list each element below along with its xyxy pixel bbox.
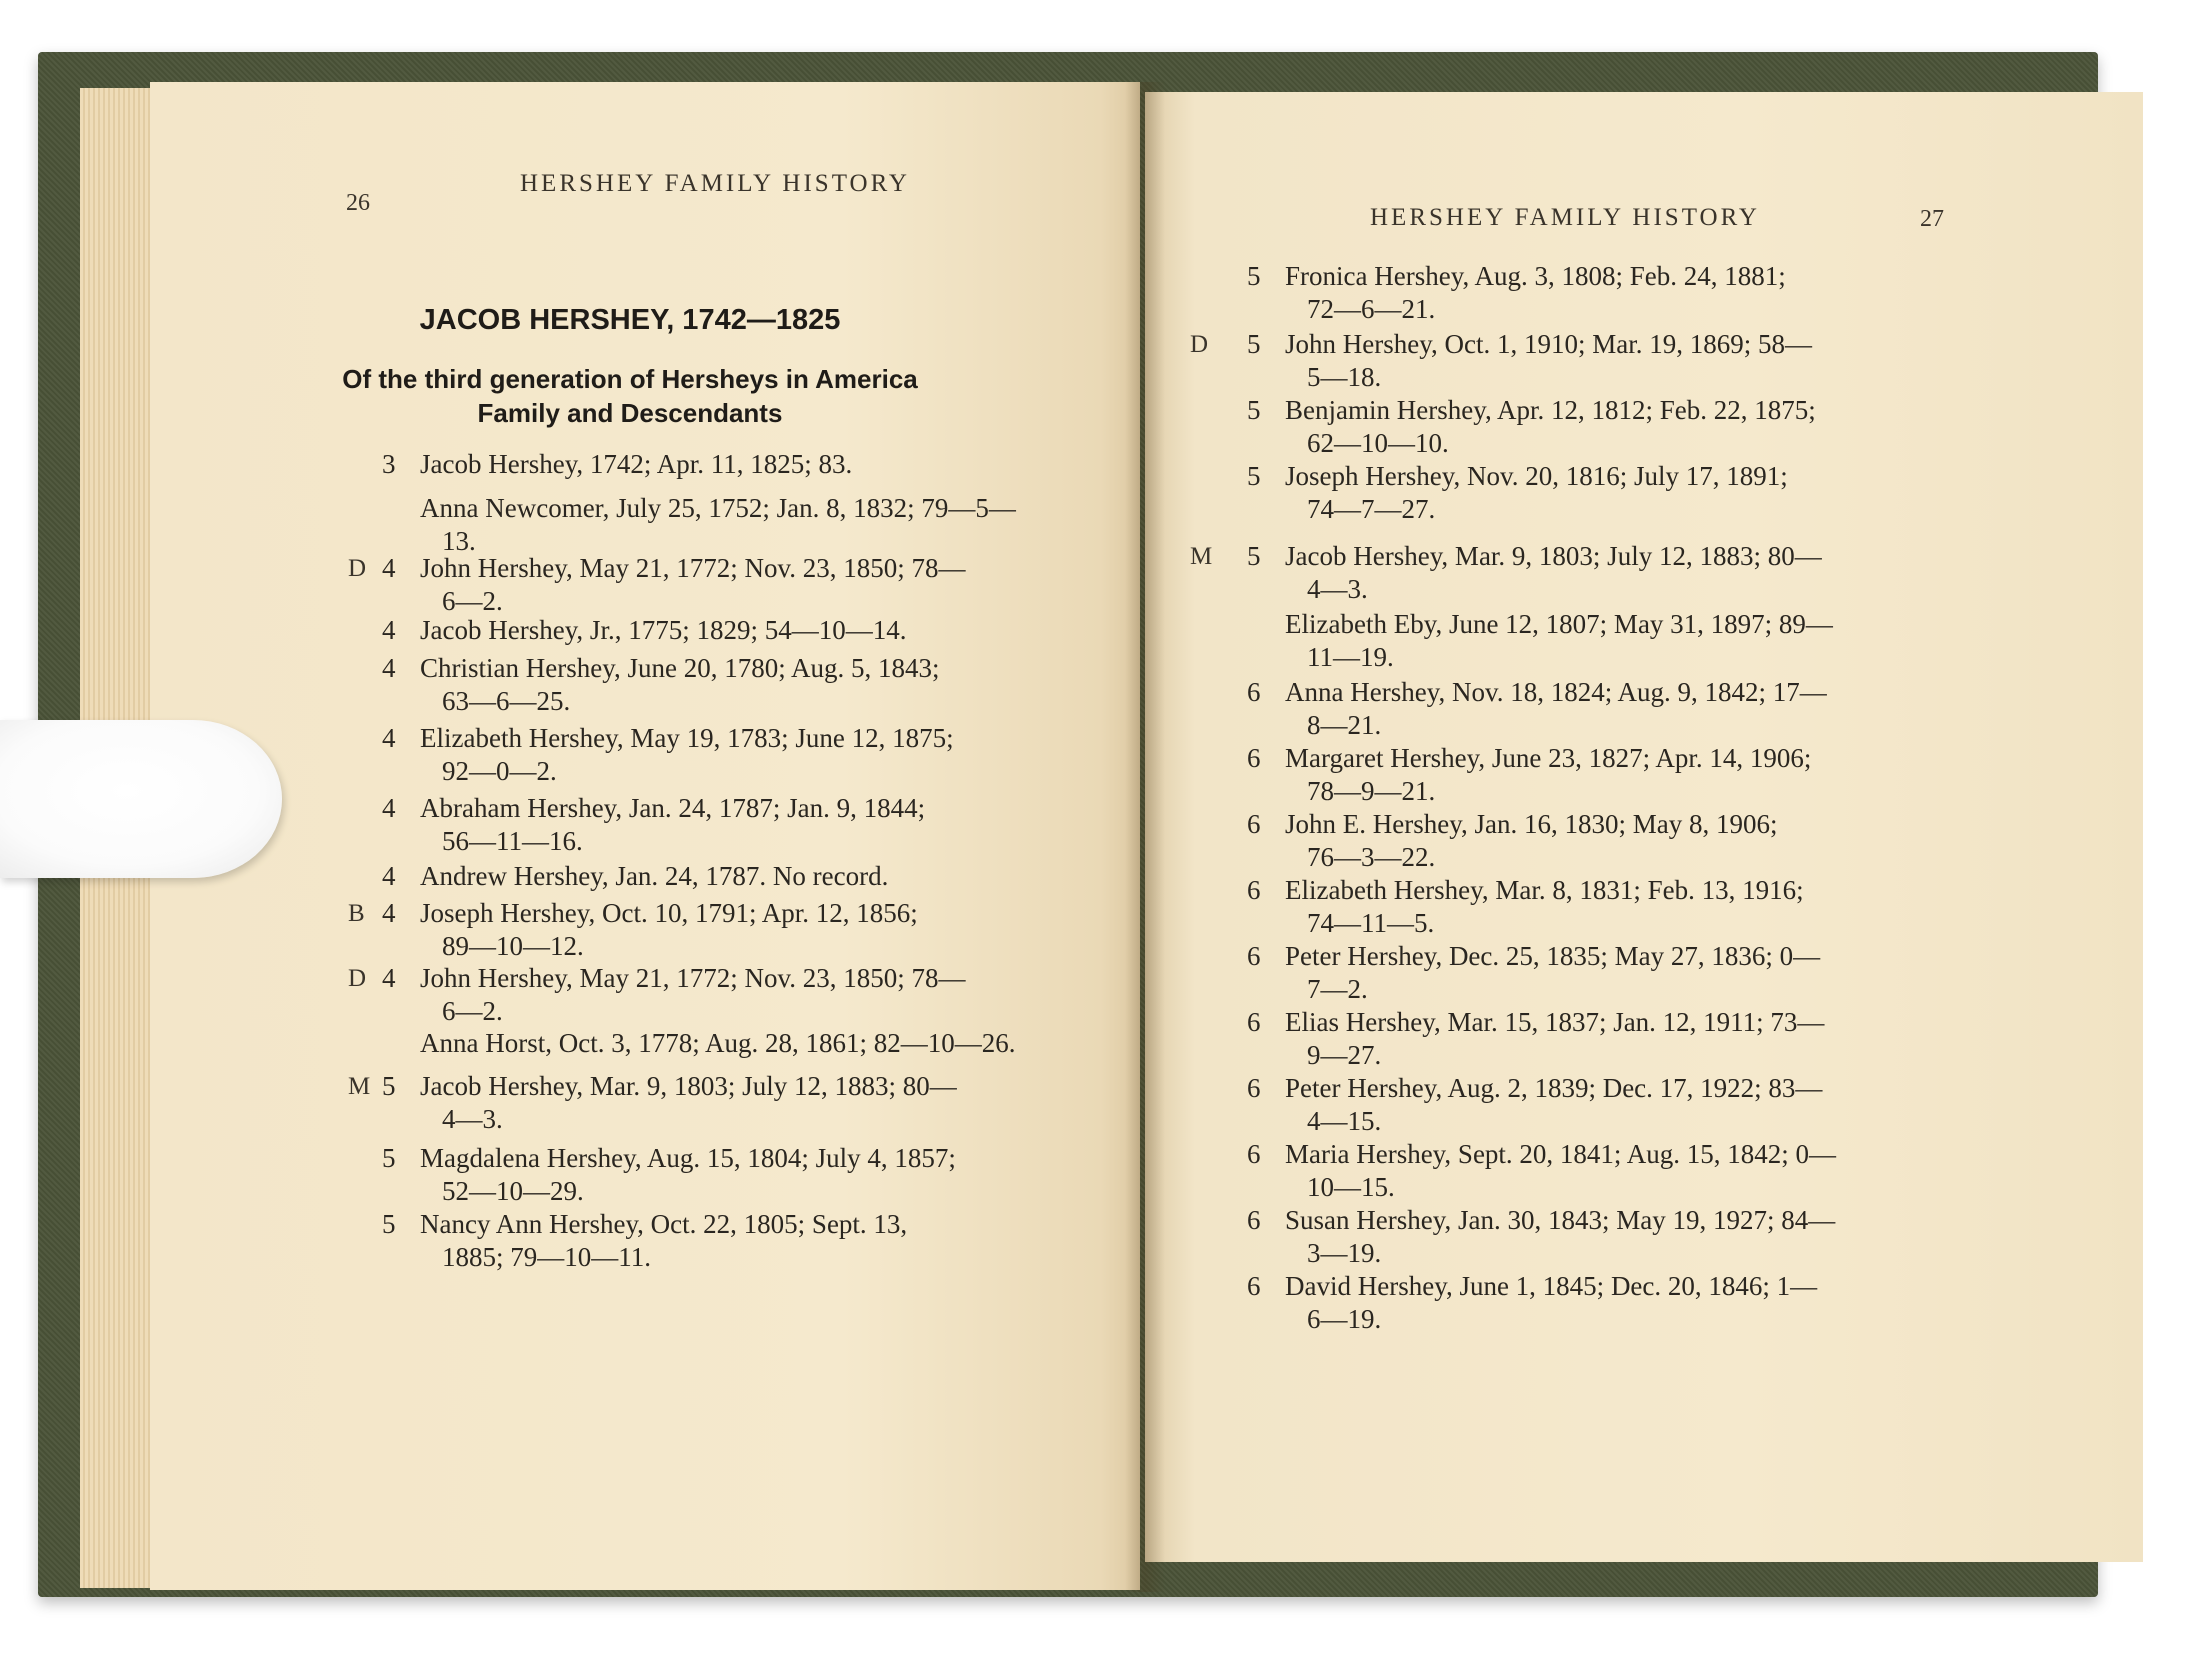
genealogy-entry [1247,742,2077,808]
left-page [150,82,1140,1590]
entry-text: Jacob Hershey, 1742; Apr. 11, 1825; 83. [420,449,853,479]
entry-marker: D [348,965,367,992]
generation-number: 5 [1247,395,1261,425]
genealogy-entry [382,722,1042,788]
entry-marker: B [348,900,365,927]
entry-text: Elizabeth Hershey, May 19, 1783; June 12, 1875; [420,723,954,753]
genealogy-entry [1247,260,2077,326]
bookmark-tab [0,720,282,878]
genealogy-entry [1247,328,2077,394]
entry-continuation: 89—10—12. [442,931,584,961]
genealogy-entry [1247,874,2077,940]
genealogy-entry [382,1208,1042,1274]
generation-number: 6 [1247,809,1261,839]
entry-text: Joseph Hershey, Nov. 20, 1816; July 17, 1891; [1285,461,1788,491]
entry-continuation: 1885; 79—10—11. [442,1242,651,1272]
entry-text: John Hershey, May 21, 1772; Nov. 23, 1850; 78— [420,963,966,993]
genealogy-entry [1247,676,2077,742]
entry-text: Elizabeth Eby, June 12, 1807; May 31, 1897; 89— [1285,609,1833,639]
generation-number: 6 [1247,1073,1261,1103]
entry-text: Elias Hershey, Mar. 15, 1837; Jan. 12, 1911; 73— [1285,1007,1825,1037]
entry-marker: D [1190,331,1209,358]
genealogy-entry [1247,540,2077,606]
genealogy-entry [1247,940,2077,1006]
right-page [1145,92,2143,1562]
genealogy-entry [382,1142,1042,1208]
generation-number: 6 [1247,1007,1261,1037]
entry-text: Joseph Hershey, Oct. 10, 1791; Apr. 12, 1856; [420,898,918,928]
entry-continuation: 4—3. [1307,574,1368,604]
entry-continuation: 6—19. [1307,1304,1382,1334]
generation-number: 3 [382,449,396,479]
genealogy-entry [1247,460,2077,526]
entry-continuation: 72—6—21. [1307,294,1436,324]
entry-text: Anna Newcomer, July 25, 1752; Jan. 8, 1832; 79—5— [420,493,1016,523]
entry-text: Christian Hershey, June 20, 1780; Aug. 5, 1843; [420,653,940,683]
genealogy-entry [382,652,1042,718]
generation-number: 4 [382,898,396,928]
generation-number: 6 [1247,941,1261,971]
genealogy-entry [1247,1138,2077,1204]
genealogy-entry [1247,1204,2077,1270]
generation-number: 4 [382,793,396,823]
entry-text: Magdalena Hershey, Aug. 15, 1804; July 4, 1857; [420,1143,956,1173]
entry-text: John Hershey, May 21, 1772; Nov. 23, 1850; 78— [420,553,966,583]
entry-continuation: 92—0—2. [442,756,557,786]
chapter-subtitle-line2: Family and Descendants [477,398,783,428]
entry-text: Elizabeth Hershey, Mar. 8, 1831; Feb. 13, 1916; [1285,875,1804,905]
generation-number: 6 [1247,1271,1261,1301]
entry-text: Jacob Hershey, Mar. 9, 1803; July 12, 1883; 80— [420,1071,957,1101]
entry-text: Jacob Hershey, Jr., 1775; 1829; 54—10—14. [420,615,907,645]
entry-continuation: 63—6—25. [442,686,571,716]
running-head: HERSHEY FAMILY HISTORY [1370,204,1760,231]
entry-continuation: 74—11—5. [1307,908,1435,938]
entry-text: Anna Hershey, Nov. 18, 1824; Aug. 9, 1842; 17— [1285,677,1827,707]
generation-number: 4 [382,653,396,683]
entry-marker: M [348,1073,371,1100]
genealogy-entry [382,962,1042,1028]
entry-continuation: 4—3. [442,1104,503,1134]
genealogy-entry [1247,394,2077,460]
genealogy-entry [1247,1006,2077,1072]
entry-text: Maria Hershey, Sept. 20, 1841; Aug. 15, 1842; 0— [1285,1139,1836,1169]
generation-number: 5 [382,1071,396,1101]
generation-number: 4 [382,861,396,891]
genealogy-entry [382,1027,1042,1060]
generation-number: 5 [1247,261,1261,291]
genealogy-entry [382,448,1042,481]
entry-marker: D [348,555,367,582]
page-number: 26 [346,190,370,216]
generation-number: 4 [382,963,396,993]
entry-text: Peter Hershey, Aug. 2, 1839; Dec. 17, 1922; 83— [1285,1073,1823,1103]
generation-number: 5 [1247,541,1261,571]
generation-number: 5 [1247,461,1261,491]
entry-marker: M [1190,543,1213,570]
genealogy-entry [382,792,1042,858]
generation-number: 6 [1247,875,1261,905]
generation-number: 6 [1247,1139,1261,1169]
generation-number: 4 [382,723,396,753]
entry-text: Abraham Hershey, Jan. 24, 1787; Jan. 9, 1844; [420,793,926,823]
entry-text: John E. Hershey, Jan. 16, 1830; May 8, 1906; [1285,809,1778,839]
entry-continuation: 56—11—16. [442,826,583,856]
spine-shadow [1125,82,1165,1592]
entry-continuation: 4—15. [1307,1106,1382,1136]
genealogy-entry [1247,808,2077,874]
entry-continuation: 8—21. [1307,710,1382,740]
entry-text: Benjamin Hershey, Apr. 12, 1812; Feb. 22, 1875; [1285,395,1816,425]
entry-continuation: 7—2. [1307,974,1368,1004]
generation-number: 4 [382,615,396,645]
generation-number: 6 [1247,677,1261,707]
genealogy-entry [1247,608,2077,674]
entry-text: Susan Hershey, Jan. 30, 1843; May 19, 1927; 84— [1285,1205,1836,1235]
entry-text: Andrew Hershey, Jan. 24, 1787. No record. [420,861,889,891]
entry-continuation: 62—10—10. [1307,428,1449,458]
entry-continuation: 3—19. [1307,1238,1382,1268]
entry-text: Margaret Hershey, June 23, 1827; Apr. 14, 1906; [1285,743,1812,773]
entry-continuation: 52—10—29. [442,1176,584,1206]
entry-text: Jacob Hershey, Mar. 9, 1803; July 12, 1883; 80— [1285,541,1822,571]
entry-text: Fronica Hershey, Aug. 3, 1808; Feb. 24, 1881; [1285,261,1786,291]
entry-continuation: 6—2. [442,996,503,1026]
entry-text: Nancy Ann Hershey, Oct. 22, 1805; Sept. 13, [420,1209,908,1239]
running-head: HERSHEY FAMILY HISTORY [520,170,910,197]
genealogy-entry [382,1070,1042,1136]
entry-continuation: 11—19. [1307,642,1394,672]
genealogy-entry [382,552,1042,618]
entry-continuation: 9—27. [1307,1040,1382,1070]
entry-continuation: 76—3—22. [1307,842,1436,872]
chapter-subtitle-line1: Of the third generation of Hersheys in America [342,364,918,394]
entry-continuation: 6—2. [442,586,503,616]
generation-number: 5 [382,1209,396,1239]
entry-text: John Hershey, Oct. 1, 1910; Mar. 19, 1869; 58— [1285,329,1812,359]
genealogy-entry [1247,1072,2077,1138]
entry-continuation: 78—9—21. [1307,776,1436,806]
generation-number: 6 [1247,743,1261,773]
generation-number: 5 [382,1143,396,1173]
generation-number: 6 [1247,1205,1261,1235]
entry-continuation: 10—15. [1307,1172,1395,1202]
entry-text: Anna Horst, Oct. 3, 1778; Aug. 28, 1861; 82—10—26. [420,1028,1016,1058]
entry-text: David Hershey, June 1, 1845; Dec. 20, 1846; 1— [1285,1271,1818,1301]
generation-number: 5 [1247,329,1261,359]
genealogy-entry [382,860,1042,893]
entry-text: Peter Hershey, Dec. 25, 1835; May 27, 1836; 0— [1285,941,1821,971]
genealogy-entry [382,897,1042,963]
chapter-title: JACOB HERSHEY, 1742—1825 [419,304,841,336]
page-number: 27 [1920,206,1944,232]
genealogy-entry [1247,1270,2077,1336]
genealogy-entry [382,614,1042,647]
genealogy-entry [382,492,1042,558]
entry-continuation: 13. [442,526,476,556]
entry-continuation: 74—7—27. [1307,494,1436,524]
generation-number: 4 [382,553,396,583]
entry-continuation: 5—18. [1307,362,1382,392]
